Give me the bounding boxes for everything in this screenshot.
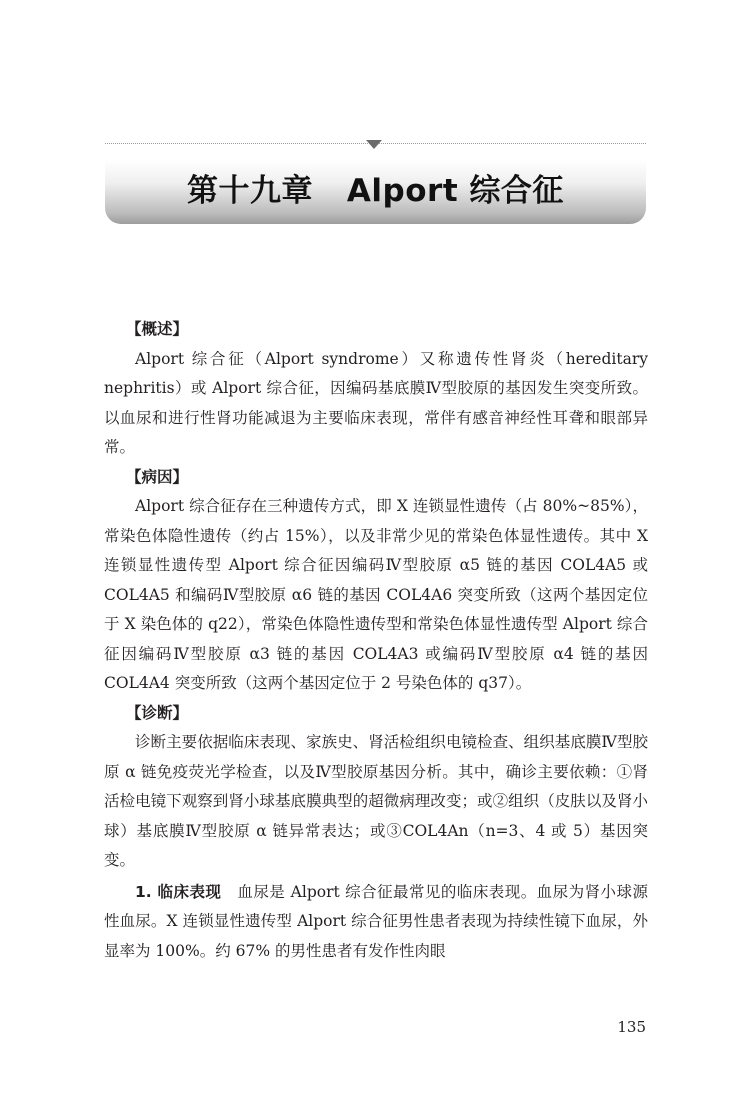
clinical-presentation-label: 1. 临床表现 <box>135 882 222 901</box>
chapter-marker-triangle <box>366 140 382 149</box>
page-number: 135 <box>617 1018 646 1036</box>
etiology-paragraph: Alport 综合征存在三种遗传方式，即 X 连锁显性遗传（占 80%~85%），常染色体隐性遗传（约占 15%），以及非常少见的常染色体显性遗传。其中 X 连锁显性遗传型 Alport 综合征因编码Ⅳ型胶原 α5 链的基因 COL4A5 或 COL4A5 和编码Ⅳ型胶原 α6 链的基因 COL4A6 突变所致（这两个基因定位于 X 染色体的 q22），常染色体隐性遗传型和常染色体显性遗传型 Alport 综合征因编码Ⅳ型胶原 α3 链的基因 COL4A3 或编码Ⅳ型胶原 α4 链的基因 COL4A4 突变所致（这两个基因定位于 2 号染色体的 q37）。 <box>104 497 648 692</box>
chapter-title: 第十九章 Alport 综合征 <box>187 173 564 209</box>
section-heading-overview: 【概述】 <box>126 320 189 338</box>
clinical-presentation-text: 血尿是 Alport 综合征最常见的临床表现。血尿为肾小球源性血尿。X 连锁显性遗传型 Alport 综合征男性患者表现为持续性镜下血尿，外显率为 100%。约 67% 的男性患者有发作性肉眼 <box>104 882 648 960</box>
page-body <box>104 315 648 966</box>
section-heading-etiology: 【病因】 <box>126 467 189 486</box>
clinical-presentation-paragraph <box>104 878 648 967</box>
diagnosis-paragraph: 诊断主要依据临床表现、家族史、肾活检组织电镜检查、组织基底膜Ⅳ型胶原 α 链免疫荧光学检查，以及Ⅳ型胶原基因分析。其中，确诊主要依赖：①肾活检电镜下观察到肾小球基底膜典型的超微病理改变；或②组织（皮肤以及肾小球）基底膜Ⅳ型胶原 α 链异常表达；或③COL4An（n=3、4 或 5）基因突变。 <box>104 733 648 869</box>
overview-paragraph: Alport 综合征（Alport syndrome）又称遗传性肾炎（hereditary nephritis）或 Alport 综合征，因编码基底膜Ⅳ型胶原的基因发生突变所致。以血尿和进行性肾功能减退为主要临床表现，常伴有感音神经性耳聋和眼部异常。 <box>104 349 648 456</box>
section-heading-diagnosis: 【诊断】 <box>126 703 189 722</box>
